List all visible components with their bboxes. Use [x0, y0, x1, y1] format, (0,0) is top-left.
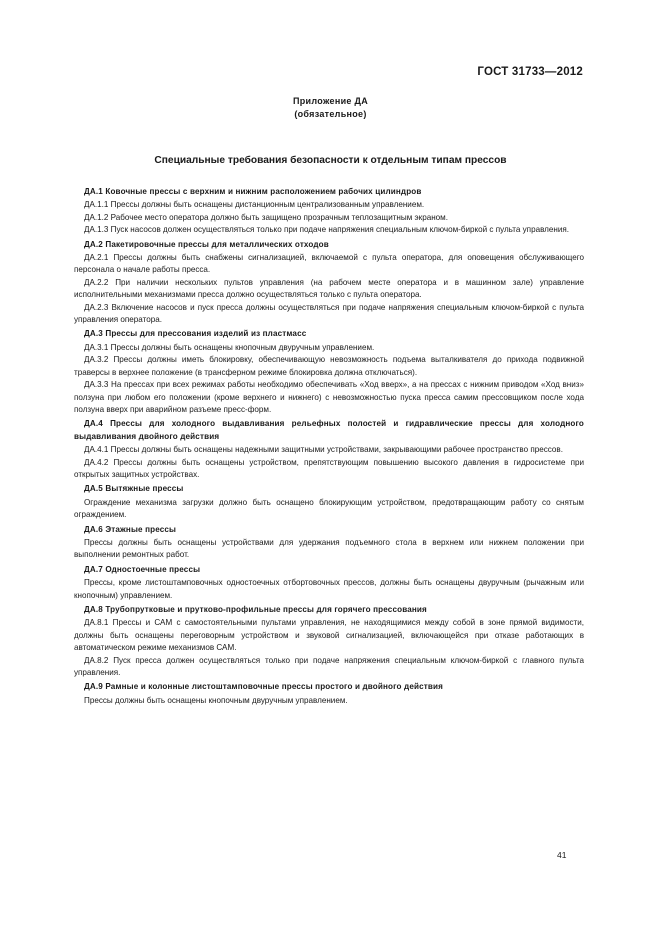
appendix-title: Специальные требования безопасности к отдельным типам прессов: [154, 155, 507, 166]
section-heading: ДА.5 Вытяжные прессы: [84, 484, 184, 494]
appendix-status: (обязательное): [294, 109, 367, 119]
paragraph: ДА.8.2 Пуск пресса должен осуществляться только при подаче напряжения специальным ключом-биркой с главного пульта управления.: [74, 655, 584, 678]
page-number: 41: [557, 850, 567, 860]
paragraph: ДА.3.2 Прессы должны иметь блокировку, обеспечивающую невозможность подъема выталкивателя до прихода подвижной траверсы в верхнее положение (в трансферном режиме блокировка должна отключаться).: [74, 355, 584, 377]
paragraph: ДА.1.1 Прессы должны быть оснащены дистанционным централизованным управлением.: [84, 200, 425, 210]
paragraph: ДА.2.2 При наличии нескольких пультов управления (на рабочем месте оператора и в машинном зале) управление исполнительными механизмами пресса должно осуществляться только с пульта оператора.: [74, 277, 584, 300]
section-heading: ДА.8 Трубопрутковые и прутково-профильные прессы для горячего прессования: [84, 605, 427, 614]
appendix-label: Приложение ДА: [292, 96, 369, 106]
paragraph: Прессы должны быть оснащены кнопочным двуручным управлением.: [84, 695, 348, 705]
section-heading: ДА.4 Прессы для холодного выдавливания рельефных полостей и гидравлические прессы для холодного выдавливания двойного действия: [74, 419, 584, 441]
section-heading: ДА.1 Ковочные прессы с верхним и нижним расположением рабочих цилиндров: [84, 187, 422, 196]
paragraph: ДА.1.2 Рабочее место оператора должно быть защищено прозрачным теплозащитным экраном.: [84, 212, 448, 222]
standard-designation: ГОСТ 31733—2012: [477, 66, 583, 78]
section-heading: ДА.3 Прессы для прессования изделий из пластмасс: [84, 329, 307, 339]
paragraph: ДА.3.1 Прессы должны быть оснащены кнопочным двуручным управлением.: [84, 342, 375, 352]
paragraph: ДА.3.3 На прессах при всех режимах работы необходимо обеспечивать «Ход вверх», а на прессах с нижним приводом «Ход вниз» ползуна при любом его положении (кроме верхнего и нижнего) с невозможностью пуска пресса самим прессовщиком после хода ползуна вверх при аварийном разъеме пресс-форм.: [74, 380, 584, 414]
section-heading: ДА.7 Одностоечные прессы: [84, 564, 201, 574]
paragraph: ДА.4.1 Прессы должны быть оснащены надежными защитными устройствами, закрывающими рабочее пространство прессов.: [84, 445, 563, 455]
section-heading: ДА.2 Пакетировочные прессы для металлических отходов: [84, 239, 329, 249]
paragraph: ДА.8.1 Прессы и САМ с самостоятельными пультами управления, не находящимися между собой в зоне прямой видимости, должны быть оснащены переговорным устройством и звуковой сигнализацией, включающейся при отказе работающих в автоматическом режиме механизмов САМ.: [74, 618, 584, 653]
paragraph: Ограждение механизма загрузки должно быть оснащено блокирующим устройством, предотвращающим работу со снятым ограждением.: [74, 497, 584, 520]
paragraph: ДА.1.3 Пуск насосов должен осуществляться только при подаче напряжения специальным ключом-биркой с пульта управления.: [84, 225, 570, 235]
paragraph: ДА.4.2 Прессы должны быть оснащены устройством, препятствующим повышению высокого давления в гидросистеме при открытых защитных устройствах.: [74, 457, 584, 479]
paragraph: ДА.2.1 Прессы должны быть снабжены сигнализацией, включаемой с пульта оператора, для оповещения обслуживающего персонала о начале работы пресса.: [74, 253, 584, 275]
paragraph: Прессы должны быть оснащены устройствами для удержания подъемного стола в верхнем или нижнем положении при выполнении ремонтных работ.: [74, 537, 584, 560]
section-heading: ДА.6 Этажные прессы: [84, 524, 177, 534]
paragraph: ДА.2.3 Включение насосов и пуск пресса должны осуществляться при подаче напряжения специальным ключом-биркой с пульта управления оператора.: [74, 302, 584, 325]
document-body: [74, 184, 584, 707]
section-heading: ДА.9 Рамные и колонные листоштамповочные прессы простого и двойного действия: [84, 682, 443, 692]
paragraph: Прессы, кроме листоштамповочных одностоечных отбортовочных прессов, должны быть оснащены двуручным (рычажным или кнопочным) управлением.: [74, 578, 584, 600]
